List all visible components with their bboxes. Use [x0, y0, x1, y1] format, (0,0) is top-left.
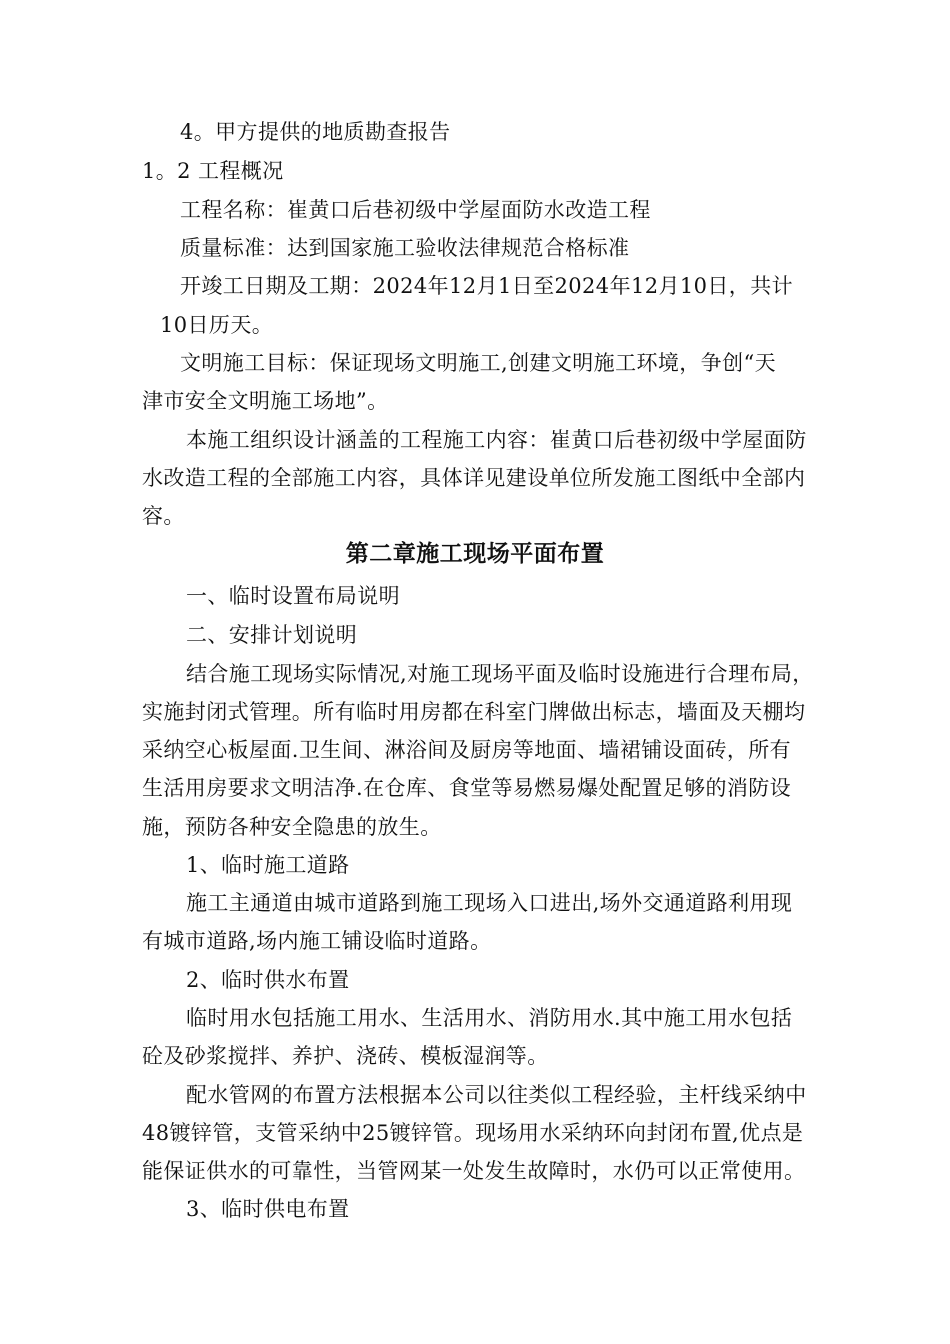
section-heading: 3、临时供电布置 [186, 1197, 350, 1221]
chapter-title: 第二章施工现场平面布置 [345, 541, 605, 567]
section-heading: 1。2 工程概况 [142, 159, 284, 183]
section-heading: 2、临时供水布置 [186, 968, 350, 992]
text-line: 本施工组织设计涵盖的工程施工内容：崔黄口后巷初级中学屋面防 [186, 428, 807, 452]
text-line: 施工主通道由城市道路到施工现场入口进出,场外交通道路利用现 [186, 891, 793, 915]
text-line: 生活用房要求文明洁净.在仓库、食堂等易燃易爆处配置足够的消防设 [142, 776, 792, 800]
text-line: 采纳空心板屋面.卫生间、淋浴间及厨房等地面、墙裙铺设面砖，所有 [142, 738, 792, 762]
section-heading: 二、安排计划说明 [186, 623, 358, 647]
text-line: 48镀锌管，支管采纳中25镀锌管。现场用水采纳环向封闭布置,优点是 [142, 1121, 804, 1145]
text-line: 结合施工现场实际情况,对施工现场平面及临时设施进行合理布局， [186, 662, 814, 686]
text-line: 开竣工日期及工期：2024年12月1日至2024年12月10日，共计 [180, 274, 794, 298]
text-line: 文明施工目标：保证现场文明施工,创建文明施工环境，争创“天 [180, 351, 777, 375]
text-line: 有城市道路,场内施工铺设临时道路。 [142, 929, 492, 953]
text-line: 津市安全文明施工场地”。 [142, 389, 389, 413]
text-line: 质量标准：达到国家施工验收法律规范合格标准 [180, 236, 630, 260]
text-line: 水改造工程的全部施工内容，具体详见建设单位所发施工图纸中全部内 [142, 466, 806, 490]
text-line: 施，预防各种安全隐患的放生。 [142, 815, 442, 839]
text-line: 能保证供水的可靠性，当管网某一处发生故障时，水仍可以正常使用。 [142, 1159, 806, 1183]
text-line: 10日历天。 [160, 313, 274, 337]
section-heading: 一、临时设置布局说明 [186, 584, 400, 608]
text-line: 容。 [142, 504, 185, 528]
text-line: 砼及砂浆搅拌、养护、浇砖、模板湿润等。 [142, 1044, 549, 1068]
text-line: 配水管网的布置方法根据本公司以往类似工程经验，主杆线采纳中 [186, 1083, 807, 1107]
text-line: 实施封闭式管理。所有临时用房都在科室门牌做出标志，墙面及天棚均 [142, 700, 806, 724]
section-heading: 1、临时施工道路 [186, 853, 350, 877]
text-line: 临时用水包括施工用水、生活用水、消防用水.其中施工用水包括 [186, 1006, 793, 1030]
text-line: 工程名称：崔黄口后巷初级中学屋面防水改造工程 [180, 198, 651, 222]
text-line: 4。甲方提供的地质勘查报告 [180, 120, 451, 144]
